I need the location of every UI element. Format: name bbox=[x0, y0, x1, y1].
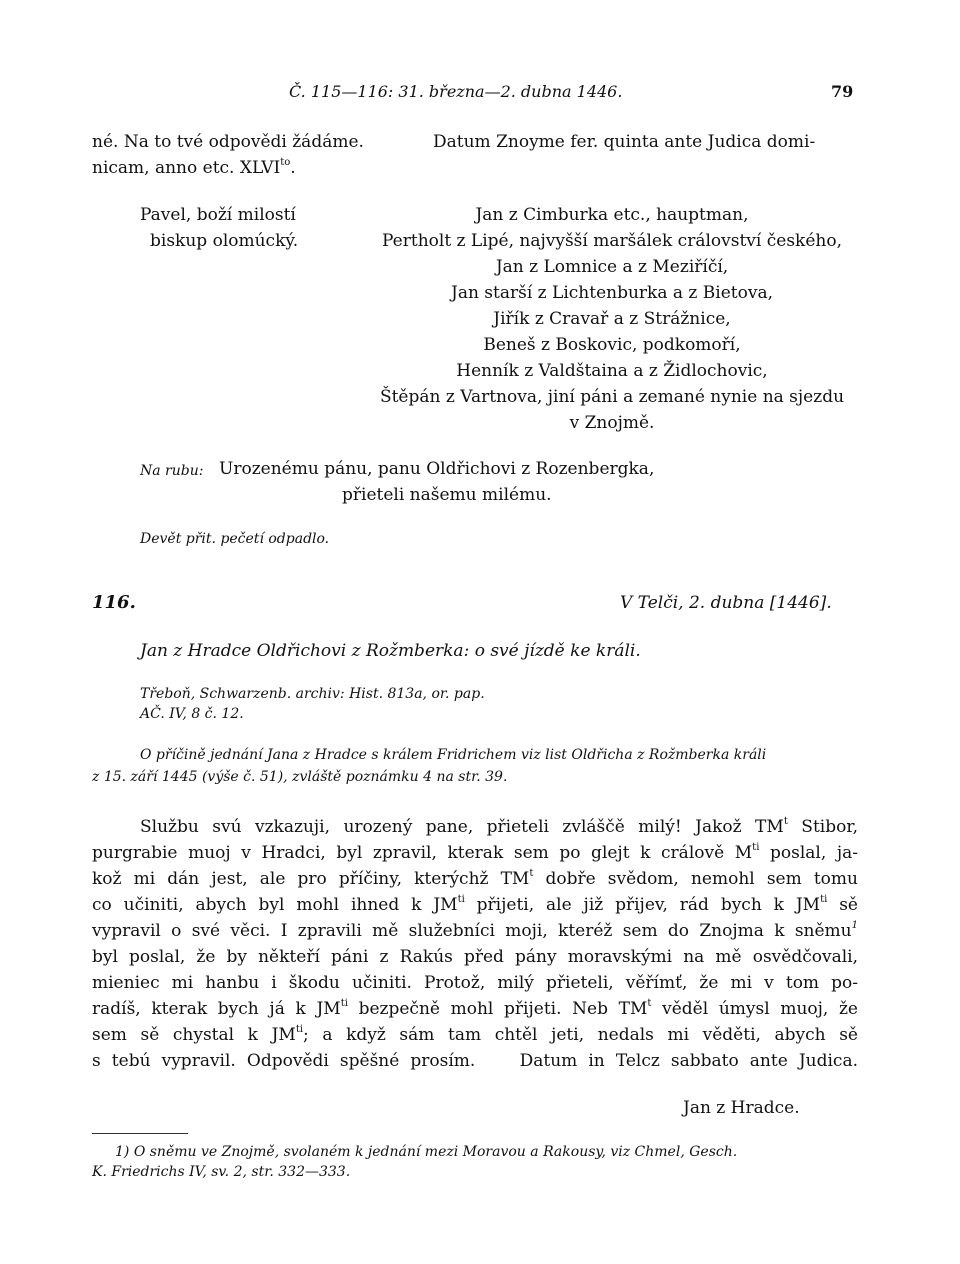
body-line bbox=[92, 972, 858, 994]
signatory-line: Jan z Lomnice a z Meziříčí, bbox=[495, 257, 729, 277]
doc115-date-line: Datum Znoyme fer. quinta ante Judica domi- bbox=[433, 132, 816, 152]
body-text: kož mi dán jest, ale pro příčiny, kterýchž TM bbox=[92, 869, 530, 889]
body-text: byl poslal, že by někteří páni z Rakús před pány moravskými na mě osvědčovali, bbox=[92, 947, 858, 967]
signatory-line: Jan z Cimburka etc., hauptman, bbox=[475, 205, 749, 225]
signatory-line: Jiřík z Cravař a z Strážnice, bbox=[493, 309, 731, 329]
footnote-rule bbox=[92, 1133, 188, 1134]
running-title: Č. 115—116: 31. března—2. dubna 1446. bbox=[289, 82, 623, 101]
body-text: s tebú vypravil. Odpovědi spěšné prosím. Datum in Telcz sabbato ante Judica. bbox=[92, 1051, 858, 1071]
footnote-line-1: 1) O sněmu ve Znojmě, svolaném k jednání mezi Moravou a Rakousy, viz Chmel, Gesch. bbox=[115, 1144, 738, 1160]
body-line bbox=[92, 946, 858, 968]
signatory-line: Štěpán z Vartnova, jiní páni a zemané nynie na sjezdu bbox=[379, 387, 845, 407]
archive-line-1: Třeboň, Schwarzenb. archiv: Hist. 813a, or. pap. bbox=[140, 686, 485, 702]
abbrev-sup: ti bbox=[340, 998, 348, 1010]
verso-address-line-2: přieteli našemu milému. bbox=[342, 485, 552, 505]
body-text: sě bbox=[827, 895, 858, 915]
seal-note: Devět přit. pečetí odpadlo. bbox=[140, 531, 330, 547]
abbrev-sup: ti bbox=[820, 894, 828, 906]
abbrev-sup: t bbox=[529, 868, 534, 880]
body-text: Službu svú vzkazuji, urozený pane, přieteli zvláščě milý! Jakož TM bbox=[140, 817, 784, 837]
doc116-number: 116. bbox=[92, 592, 136, 613]
body-text: poslal, ja- bbox=[759, 843, 858, 863]
abbrev-sup: t bbox=[783, 816, 788, 828]
signatory-line: v Znojmě. bbox=[569, 413, 655, 433]
body-line bbox=[92, 894, 858, 916]
body-text: radíš, kterak bych já k JM bbox=[92, 999, 341, 1019]
abbrev-sup: ti bbox=[752, 842, 760, 854]
sender-line-1: Pavel, boží milostí bbox=[140, 205, 296, 225]
signatory-line: Jan starší z Lichtenburka a z Bietova, bbox=[451, 283, 773, 303]
doc115-left-line-2-end: . bbox=[290, 158, 296, 178]
doc116-place-date: V Telči, 2. dubna [1446]. bbox=[620, 593, 832, 613]
body-text: mieniec mi hanbu i škodu učiniti. Protož, milý přieteli, věřímť, že mi v tom po- bbox=[92, 973, 858, 993]
body-text: vypravil o své věci. I zpravili mě služebníci moji, kteréž sem do Znojma k sněmu bbox=[92, 921, 852, 941]
editorial-note-line-1: O příčině jednání Jana z Hradce s králem Fridrichem viz list Oldřicha z Rožmberka králi bbox=[140, 747, 767, 763]
signatory-line: Pertholt z Lipé, najvyšší maršálek crálovství českého, bbox=[382, 231, 842, 251]
page-number: 79 bbox=[831, 82, 854, 101]
verso-address-line-1: Urozenému pánu, panu Oldřichovi z Rozenbergka, bbox=[219, 459, 655, 479]
doc115-left-line-2 bbox=[92, 157, 296, 179]
body-text: co učiniti, abych byl mohl ihned k JM bbox=[92, 895, 458, 915]
body-text: purgrabie muoj v Hradci, byl zpravil, kterak sem po glejt k crálově M bbox=[92, 843, 753, 863]
signatory-line: Beneš z Boskovic, podkomoří, bbox=[483, 335, 741, 355]
body-line bbox=[92, 998, 858, 1020]
body-line bbox=[92, 920, 858, 942]
verso-label: Na rubu: bbox=[140, 463, 204, 479]
body-line bbox=[92, 1050, 858, 1072]
editorial-note-line-2: z 15. září 1445 (výše č. 51), zvláště poznámku 4 na str. 39. bbox=[92, 769, 508, 785]
body-text: dobře svědom, nemohl sem tomu bbox=[533, 869, 858, 889]
body-text: ; a když sám tam chtěl jeti, nedals mi věděti, abych sě bbox=[303, 1025, 858, 1045]
body-text: věděl úmysl muoj, že bbox=[651, 999, 858, 1019]
body-line bbox=[92, 868, 858, 890]
body-text: Stibor, bbox=[787, 817, 858, 837]
body-line bbox=[140, 816, 858, 838]
doc115-left-line-2-text: nicam, anno etc. XLVI bbox=[92, 158, 281, 178]
body-line bbox=[92, 842, 858, 864]
sender-line-2: biskup olomúcký. bbox=[150, 231, 299, 251]
body-line bbox=[92, 1024, 858, 1046]
footnote-line-2: K. Friedrichs IV, sv. 2, str. 332—333. bbox=[92, 1164, 351, 1180]
abbrev-sup: t bbox=[647, 998, 652, 1010]
body-text: sem sě chystal k JM bbox=[92, 1025, 296, 1045]
abbrev-sup: ti bbox=[295, 1024, 304, 1036]
abbrev-sup: ti bbox=[457, 894, 465, 906]
body-text: bezpečně mohl přijeti. Neb TM bbox=[347, 999, 648, 1019]
doc115-left-line-1: né. Na to tvé odpovědi žádáme. bbox=[92, 132, 364, 152]
doc116-regest: Jan z Hradce Oldřichovi z Rožmberka: o své jízdě ke králi. bbox=[140, 641, 641, 661]
archive-line-2: AČ. IV, 8 č. 12. bbox=[140, 706, 244, 722]
letter-signature: Jan z Hradce. bbox=[683, 1098, 800, 1118]
signatory-line: Henník z Valdštaina a z Židlochovic, bbox=[456, 361, 768, 381]
doc115-left-line-2-sup: to bbox=[280, 157, 291, 169]
body-text: přijeti, ale již přijev, rád bych k JM bbox=[464, 895, 821, 915]
footnote-ref[interactable]: 1 bbox=[851, 920, 858, 932]
